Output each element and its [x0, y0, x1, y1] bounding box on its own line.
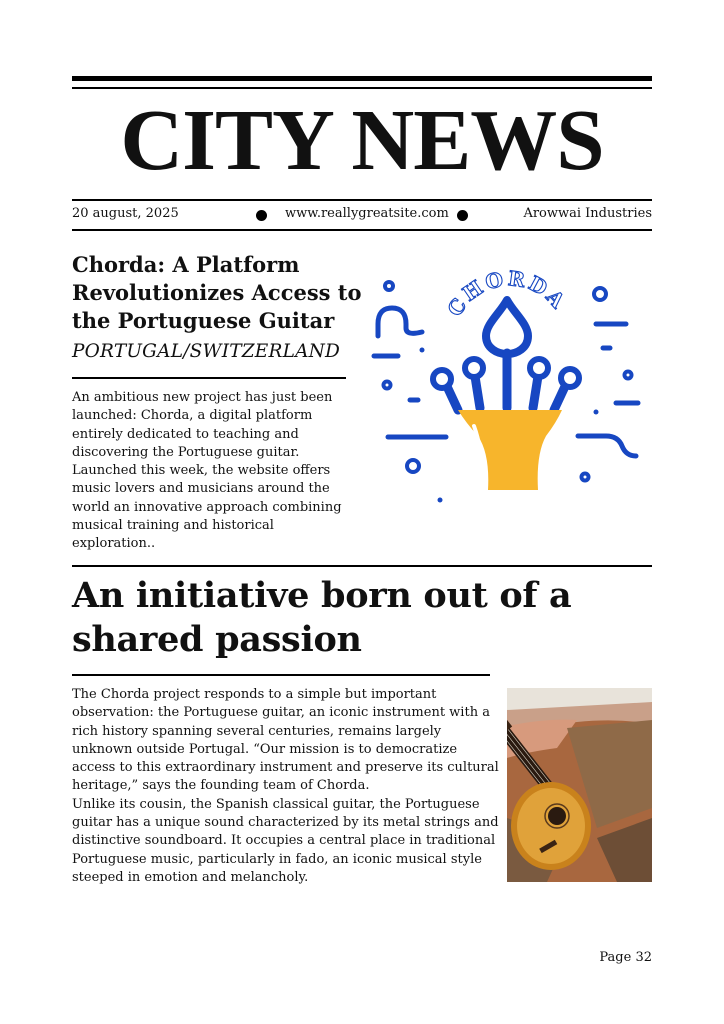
article1-location: PORTUGAL/SWITZERLAND: [72, 341, 341, 362]
article2-headline: An initiative born out of a shared passion: [72, 575, 572, 660]
masthead-top-thin-rule: [72, 87, 652, 89]
bullet-dot: [457, 210, 468, 221]
page-number: Page 32: [599, 950, 652, 965]
masthead-top-thick-rule: [72, 76, 652, 81]
portuguese-guitar-photo: [507, 688, 652, 882]
infobar-bottom-rule: [72, 229, 652, 231]
article2-body: [72, 686, 500, 887]
issue-date: 20 august, 2025: [72, 206, 179, 221]
logo-text: CHORDA: [442, 266, 572, 321]
publisher-name: Arowwai Industries: [523, 206, 652, 221]
article2-divider: [72, 674, 490, 676]
chorda-guitar-logo-icon: [366, 258, 656, 508]
article2-paragraph: Unlike its cousin, the Spanish classical guitar, the Portuguese guitar has a unique sound characterized by its metal strings and distinctive soundboard. It occupies a central place in traditional Portuguese music, particularly in fado, an iconic musical style steeped in emotion and melancholy.: [72, 796, 499, 885]
bullet-dot: [256, 210, 267, 221]
article1-divider: [72, 377, 346, 379]
website-link[interactable]: www.reallygreatsite.com: [285, 206, 449, 221]
infobar: [72, 200, 652, 230]
article1-headline: Chorda: A Platform Revolutionizes Access to the Portuguese Guitar: [72, 252, 362, 333]
article1-lead: An ambitious new project has just been launched: Chorda, a digital platform entirely dedicated to teaching and discovering the Portuguese guitar. Launched this week, the website offers music lovers and musicians around the world an innovative approach combining musical training and historical exploration..: [72, 390, 342, 552]
masthead-title: CITY NEWS: [120, 91, 604, 188]
section-divider: [72, 565, 652, 567]
article2-paragraph: The Chorda project responds to a simple but important observation: the Portuguese guitar, an iconic instrument with a rich history spanning several centuries, remains largely unknown outside Portugal. “Our mission is to democratize access to this extraordinary instrument and preserve its cultural heritage,” says the founding team of Chorda.: [72, 687, 499, 794]
